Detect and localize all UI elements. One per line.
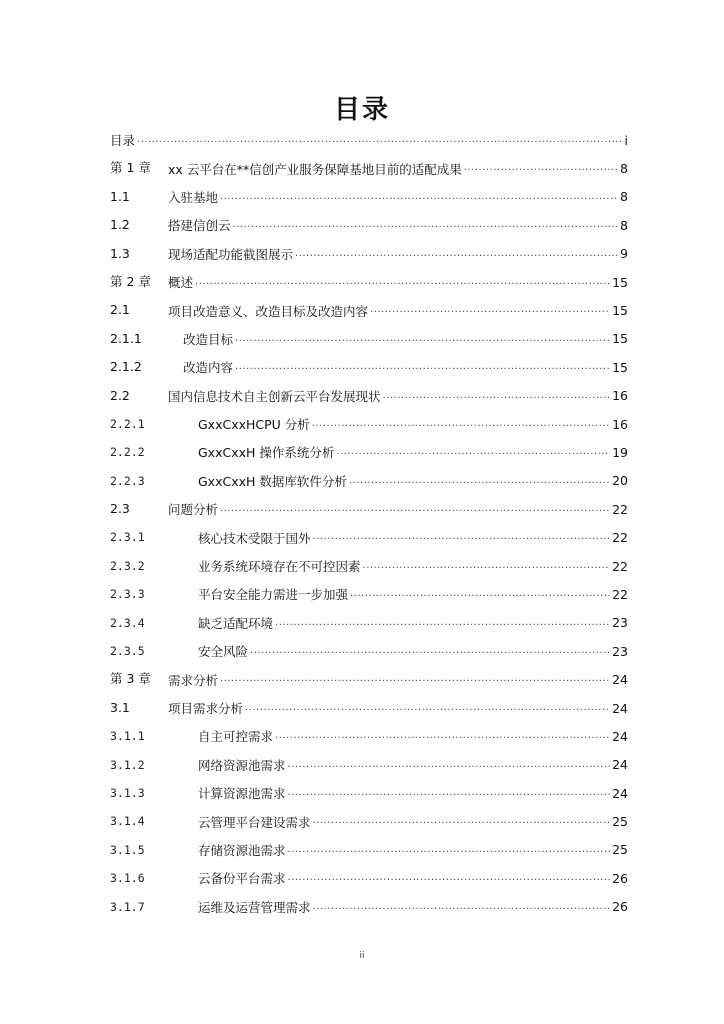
dot-leader bbox=[220, 183, 618, 211]
toc-entry-label: 业务系统环境存在不可控因素 bbox=[198, 559, 361, 575]
page-title: 目录 bbox=[333, 95, 390, 125]
toc-entry-number: 1.1 bbox=[110, 188, 130, 204]
toc-entry[interactable] bbox=[110, 694, 628, 722]
toc-entry[interactable] bbox=[110, 467, 628, 495]
toc-entry[interactable] bbox=[110, 410, 628, 438]
toc-entry-page: 22 bbox=[612, 501, 628, 517]
toc-entry-page: 8 bbox=[620, 189, 628, 205]
toc-entry-page: 15 bbox=[612, 274, 628, 290]
toc-entry-page: 25 bbox=[612, 842, 628, 858]
toc-entry-label: 改造目标 bbox=[183, 331, 234, 347]
dot-leader bbox=[220, 665, 610, 693]
dot-leader bbox=[313, 523, 611, 551]
dot-leader bbox=[288, 864, 611, 892]
dot-leader bbox=[363, 552, 611, 580]
toc-entry-number: 2.3.1 bbox=[110, 530, 145, 545]
toc-entry[interactable] bbox=[110, 382, 628, 410]
toc-entry[interactable] bbox=[110, 552, 628, 580]
toc-entry-page: 26 bbox=[612, 870, 628, 886]
dot-leader bbox=[275, 722, 610, 750]
dot-leader bbox=[464, 154, 618, 182]
toc-entry[interactable] bbox=[110, 268, 628, 296]
dot-leader bbox=[245, 694, 610, 722]
toc-entry-label: GxxCxxHCPU 分析 bbox=[198, 417, 310, 433]
toc-entry-number: 3.1.5 bbox=[110, 842, 145, 857]
toc-entry-page: 19 bbox=[612, 444, 628, 460]
dot-leader bbox=[235, 325, 610, 353]
toc-entry-page: 8 bbox=[620, 217, 628, 233]
toc-entry-page: 8 bbox=[620, 161, 628, 177]
toc-entry-page: 23 bbox=[612, 643, 628, 659]
toc-entry[interactable] bbox=[110, 523, 628, 551]
toc-entry-number: 2.2 bbox=[110, 387, 130, 403]
toc-entry-page: 24 bbox=[612, 757, 628, 773]
toc-entry-label: 需求分析 bbox=[168, 672, 219, 688]
dot-leader bbox=[250, 637, 610, 665]
toc-entry-number: 2.3.5 bbox=[110, 644, 145, 659]
dot-leader bbox=[137, 126, 623, 154]
toc-entry-label: 国内信息技术自主创新云平台发展现状 bbox=[168, 388, 381, 404]
toc-entry-page: 24 bbox=[612, 728, 628, 744]
toc-entry-number: 2.2.2 bbox=[110, 445, 145, 460]
dot-leader bbox=[275, 609, 610, 637]
toc-entry-number: 2.3.3 bbox=[110, 587, 145, 602]
toc-entry[interactable] bbox=[110, 779, 628, 807]
toc-entry-page: i bbox=[624, 132, 628, 148]
dot-leader bbox=[295, 240, 618, 268]
toc-entry[interactable] bbox=[110, 722, 628, 750]
toc-entry-label: 问题分析 bbox=[168, 502, 219, 518]
toc-entry-label: 目录 bbox=[110, 133, 136, 149]
toc-entry-page: 16 bbox=[612, 388, 628, 404]
toc-entry-number: 1.3 bbox=[110, 245, 130, 261]
toc-entry-number: 3.1.7 bbox=[110, 899, 145, 914]
toc-entry-number: 2.3 bbox=[110, 501, 130, 517]
toc-entry-label: 安全风险 bbox=[198, 644, 249, 660]
toc-entry-number: 第 2 章 bbox=[110, 273, 151, 289]
toc-entry-label: 搭建信创云 bbox=[168, 218, 231, 234]
toc-entry[interactable] bbox=[110, 609, 628, 637]
toc-entry-label: 网络资源池需求 bbox=[198, 757, 286, 773]
toc-entry-number: 3.1.6 bbox=[110, 871, 145, 886]
dot-leader bbox=[235, 353, 610, 381]
dot-leader bbox=[383, 382, 611, 410]
dot-leader bbox=[349, 467, 610, 495]
toc-entry-page: 26 bbox=[612, 899, 628, 915]
dot-leader bbox=[220, 495, 610, 523]
toc-entry-label: 云管理平台建设需求 bbox=[198, 814, 311, 830]
toc-entry-label: 自主可控需求 bbox=[198, 729, 274, 745]
toc-entry[interactable] bbox=[110, 296, 628, 324]
toc-entry-label: GxxCxxH 数据库软件分析 bbox=[198, 473, 347, 489]
toc-entry-page: 23 bbox=[612, 615, 628, 631]
dot-leader bbox=[350, 580, 610, 608]
toc-entry-label: 项目需求分析 bbox=[168, 701, 244, 716]
toc-entry[interactable] bbox=[110, 353, 628, 381]
toc-entry-number: 2.1.1 bbox=[110, 330, 142, 346]
toc-entry-number: 第 3 章 bbox=[110, 671, 151, 687]
toc-entry-number: 3.1.3 bbox=[110, 785, 145, 800]
toc-entry-number: 3.1.4 bbox=[110, 814, 145, 829]
toc-entry-label: 改造内容 bbox=[183, 360, 234, 376]
toc-entry-number: 3.1 bbox=[110, 699, 130, 715]
toc-entry-number: 3.1.1 bbox=[110, 729, 145, 744]
toc-entry[interactable] bbox=[110, 665, 628, 693]
dot-leader bbox=[288, 751, 611, 779]
toc-entry-number: 1.2 bbox=[110, 217, 130, 233]
toc-entry-page: 22 bbox=[612, 558, 628, 574]
toc-entry[interactable] bbox=[110, 126, 628, 154]
toc-entry-label: 存储资源池需求 bbox=[198, 842, 286, 858]
toc-entry-number: 2.1.2 bbox=[110, 359, 142, 375]
toc-entry-label: 入驻基地 bbox=[168, 189, 219, 205]
toc-entry[interactable] bbox=[110, 325, 628, 353]
toc-entry-number: 2.2.3 bbox=[110, 473, 145, 488]
dot-leader bbox=[370, 296, 610, 324]
toc-entry-number: 第 1 章 bbox=[110, 160, 151, 176]
toc-entry-page: 22 bbox=[612, 530, 628, 546]
toc-entry-page: 24 bbox=[612, 700, 628, 716]
toc-entry-label: 运维及运营管理需求 bbox=[198, 899, 311, 915]
toc-entry[interactable] bbox=[110, 240, 628, 268]
toc-entry-number: 2.2.1 bbox=[110, 416, 145, 431]
toc-entry[interactable] bbox=[110, 807, 628, 835]
toc-entry-page: 15 bbox=[612, 303, 628, 319]
toc-entry-page: 24 bbox=[612, 785, 628, 801]
dot-leader bbox=[312, 410, 610, 438]
toc-entry[interactable] bbox=[110, 751, 628, 779]
toc-entry-number: 2.3.2 bbox=[110, 558, 145, 573]
toc-entry-number: 3.1.2 bbox=[110, 757, 145, 772]
toc-entry[interactable] bbox=[110, 893, 628, 921]
toc-entry-page: 9 bbox=[620, 246, 628, 262]
toc-entry[interactable] bbox=[110, 438, 628, 466]
toc-entry[interactable] bbox=[110, 183, 628, 211]
toc-entry-label: 缺乏适配环境 bbox=[198, 615, 274, 631]
toc-entry-page: 24 bbox=[612, 672, 628, 688]
dot-leader bbox=[313, 893, 611, 921]
toc-entry-label: GxxCxxH 操作系统分析 bbox=[198, 445, 335, 461]
toc-entry[interactable] bbox=[110, 495, 628, 523]
toc-entry-label: 核心技术受限于国外 bbox=[198, 530, 311, 546]
table-of-contents bbox=[110, 126, 628, 921]
toc-entry[interactable] bbox=[110, 211, 628, 239]
toc-entry-label: 现场适配功能截图展示 bbox=[168, 246, 294, 262]
toc-entry-page: 25 bbox=[612, 814, 628, 830]
toc-entry-page: 16 bbox=[612, 416, 628, 432]
toc-entry-number: 2.3.4 bbox=[110, 615, 145, 630]
toc-entry-page: 15 bbox=[612, 331, 628, 347]
toc-entry[interactable] bbox=[110, 580, 628, 608]
toc-entry-label: 平台安全能力需进一步加强 bbox=[198, 587, 349, 603]
toc-entry[interactable] bbox=[110, 154, 628, 182]
toc-entry-label: 项目改造意义、改造目标及改造内容 bbox=[168, 303, 369, 319]
toc-entry[interactable] bbox=[110, 637, 628, 665]
toc-entry-label: 云备份平台需求 bbox=[198, 871, 286, 887]
toc-entry-page: 20 bbox=[612, 473, 628, 489]
toc-entry-page: 22 bbox=[612, 586, 628, 602]
toc-entry-label: 计算资源池需求 bbox=[198, 786, 286, 802]
toc-entry-label: 概述 bbox=[168, 275, 194, 291]
page-number-footer: ii bbox=[359, 951, 365, 961]
dot-leader bbox=[288, 836, 611, 864]
toc-entry-number: 2.1 bbox=[110, 302, 130, 318]
dot-leader bbox=[288, 779, 611, 807]
toc-entry-page: 15 bbox=[612, 359, 628, 375]
dot-leader bbox=[195, 268, 610, 296]
dot-leader bbox=[313, 807, 611, 835]
toc-entry-label: xx 云平台在**信创产业服务保障基地目前的适配成果 bbox=[168, 161, 462, 177]
toc-entry[interactable] bbox=[110, 864, 628, 892]
dot-leader bbox=[336, 438, 610, 466]
dot-leader bbox=[233, 211, 619, 239]
toc-entry[interactable] bbox=[110, 836, 628, 864]
